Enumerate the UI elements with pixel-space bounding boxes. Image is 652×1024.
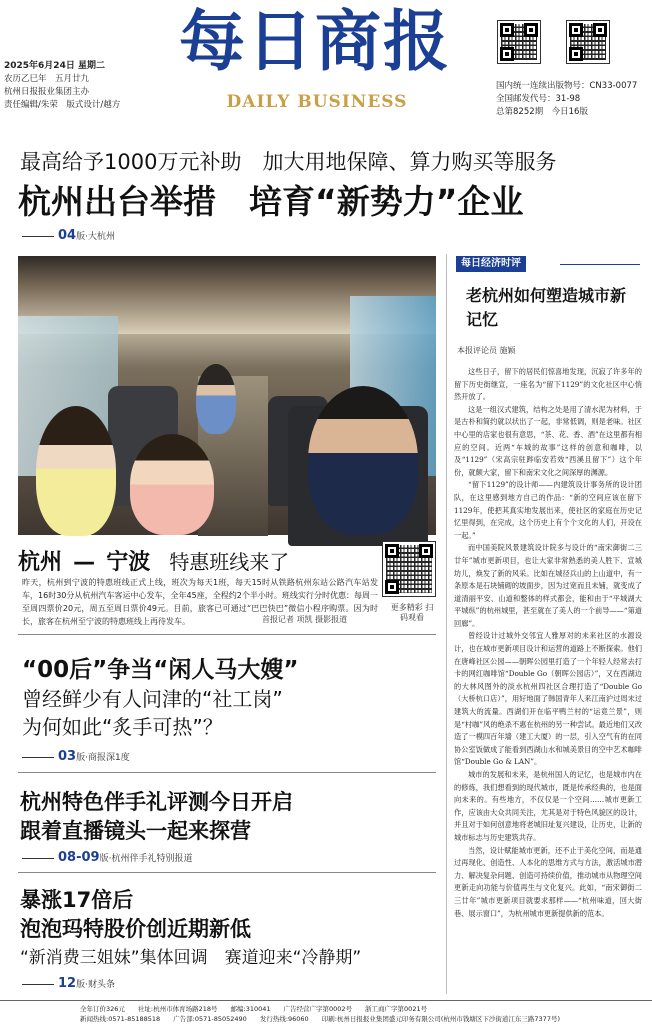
commentary-paragraph: 这是一组汉式建筑，结构之处是用了清水泥为材料，于是古朴和简约就以状出了一起，非常低调，则是老味。社区中心里的店家也很有意思，“茶、花、香、酒”在这里都有相应的空间。近两“车城的故事”这样的创意和咖啡，以及“1129”（宋高宗驻跸临安若效“西溪且留下”）这个年份，就颇大家，留下和南宋文化之间深厚的渊源。 <box>454 404 642 477</box>
route-dash: — <box>73 550 96 575</box>
page-ref-number: 12 <box>58 976 77 991</box>
issue-date: 2025年6月24日 星期二 <box>4 61 105 71</box>
commentary-paragraph: 当然，设计赋能城市更新，还不止于美化空间，而是通过再现化、创造性、人本化的思维方式与方法，激活城市潜力、解决复杂问题、创造可持续价值，推动城市从物理空间更新走向功能与价值再生与文化复兴。此如，“南宋御街二三廿年”城市更新项目就要求那样——“杭州味道，回大街巷、展示窗口”，为杭州城市更新提供新的范本。 <box>454 845 642 918</box>
headline-kicker: 最高给予1000万元补助 加大用地保障、算力购买等服务 <box>20 150 557 174</box>
page-ref-text: 版·杭州伴手礼特别报道 <box>99 854 193 864</box>
commentary-paragraph: 城市的发展和未来，是杭州国人的记忆，也是城市内在的修炼，我们想看到的现代城市，既是传承经典的，也是面向未来的。有些地方，不仅仅是一个空间……城市更新工作，应该由大众共同关注，尤其是对于特色风貌区的设计，并且对于如何创意地将老城旧址复兴建设，让历史，让新的城市标志与历史建筑共存。 <box>454 770 642 842</box>
story2-page-ref[interactable] <box>22 749 130 764</box>
route-origin: 杭州 <box>18 550 63 575</box>
page-ref-text: 版·大杭州 <box>76 232 115 242</box>
footer-row-2: 新闻热线:0571-85188518 广告部:0571-85052490 发行热线:96060 印刷:杭州日报报业集团盛元印务有限公司(杭州市钱塘区下沙街道江东三路7377号) <box>80 1015 560 1023</box>
story2-subtitle-1: 曾经鲜少有人问津的“社工岗” <box>22 687 283 711</box>
passenger-man <box>308 386 418 535</box>
page-ref-number: 08-09 <box>58 850 100 865</box>
commentary-paragraph: 这些日子，留下的居民们惊喜地发现，沉寂了许多年的留下历史街继宣，一座名为“留下1129”的文化社区中心悄然开放了。 <box>454 367 642 402</box>
route-story-body: 昨天，杭州到宁波的特惠班线正式上线，班次为每天1班，每天15时从铁路杭州东站公路汽车站发车，16时30分从杭州汽车客运中心发车，全年45座，全程约2个半小时。班线实行分时优惠：每周一至周四票价20元，周五至周日票价49元。目前，旅客已可通过“巴巴快巴”微信小程序购票。因为时长，旅客在杭州至宁波的特惠班线上再待发车。 <box>22 578 378 626</box>
passenger-woman <box>36 406 116 536</box>
story4-title-2[interactable]: 泡泡玛特股价创近期新低 <box>20 917 251 941</box>
issue-number: 总第8252期 今日16版 <box>496 107 588 117</box>
qr-label: 更多精彩 扫码观看 <box>390 603 434 622</box>
column-divider <box>446 254 447 994</box>
story4-title-1[interactable]: 暴涨17倍后 <box>20 888 134 912</box>
issn: 国内统一连续出版物号：CN33-0077 <box>496 81 638 91</box>
headline-page-ref[interactable] <box>22 228 115 243</box>
passenger-back <box>196 364 236 434</box>
commentary-author: 本报评论员 施颖 <box>457 346 516 355</box>
route-story-credit: 首报记者 项凯 摄影报道 <box>262 615 348 624</box>
bus-interior-photo[interactable] <box>18 256 436 535</box>
divider <box>18 872 436 873</box>
route-destination: 宁波 <box>106 550 151 575</box>
sponsor: 杭州日报报业集团主办 <box>4 87 90 97</box>
footer-row-1: 全年订价326元 社址:杭州市体育场路218号 邮编:310041 广告经营广字第0002号 浙工商广字第0021号 <box>80 1005 428 1013</box>
commentary-tag-line <box>560 264 640 265</box>
route-subtitle: 特惠班线来了 <box>169 550 290 574</box>
page-ref-number: 03 <box>58 749 77 764</box>
story4-subtitle: “新消费三姐妹”集体回调 赛道迎来“冷静期” <box>20 948 362 968</box>
newspaper-logo-english: DAILY BUSINESS <box>226 92 408 112</box>
qr-code-icon[interactable] <box>382 541 436 597</box>
newspaper-logo[interactable]: 每日商报 <box>179 2 451 80</box>
passenger-girl <box>130 434 214 535</box>
postal-code: 全国邮发代号：31-98 <box>496 94 581 104</box>
story3-page-ref[interactable] <box>22 850 192 865</box>
page-ref-text: 版·商报深1度 <box>76 753 130 763</box>
qr-code-icon[interactable] <box>566 20 610 64</box>
route-story-title[interactable] <box>18 545 378 576</box>
commentary-paragraph: 而中国美院风景建筑设计院多与设计的“南宋御街二三廿年”城市更新项目，也让大家非常熟悉的美人胜下、宣城坊儿，焕发了新的风采。比如在城径兵山的上山道中，有一条原本是石块铺砌的坡面步，因为过宽而且未铺，就变成了道清丽平安、山道和整体的样式都会，能和由于“平城湖大平城纵”的杭州城里，甚至就在了美人的一个前导——“第道回廊”。 <box>454 543 642 628</box>
editors: 责任编辑/朱荣 版式设计/越方 <box>4 100 121 110</box>
page-ref-number: 04 <box>58 228 77 243</box>
commentary-tag: 每日经济时评 <box>456 256 526 272</box>
divider <box>18 634 436 635</box>
story2-title[interactable]: “00后”争当“闲人马大嫂” <box>22 657 299 683</box>
page-ref-text: 版·财头条 <box>76 980 115 990</box>
commentary-paragraph: 曾经设计过城外交邻宜人雅厚对的未来社区的水源设计，也在城市更新项目设计和运营的道路上不断探索。他们在唐峰社区公园——朝晖公园里打造了一个年轻人经常去打卡的网红咖啡馆“Double Go（朝晖公园店）”，又在西湖边的大林风图外的淡水杭州四社区合理打造了“Double Go（大桥杭口店）”，用好地面了韩国青年人来江南沪过周末过建筑大的流量。西湖们开在临平鸭兰村的“运竟兰景”，则是“村咖”风的绝杀不惠在杭州的另一种尝试。最近地们又改造了一模四百年墙（建工大厦）的一层，引入空气有的在同协公室饭做成了能看到西湖山水和城美景目的空中艺术咖啡馆“Double Go & LAN”。 <box>454 631 642 767</box>
story3-title-2[interactable]: 跟着直播镜头一起来探营 <box>20 819 251 843</box>
story3-title-1[interactable]: 杭州特色伴手礼评测今日开启 <box>20 790 293 814</box>
masthead-info-left <box>4 60 154 112</box>
story2-subtitle-2: 为何如此“炙手可热”？ <box>22 715 223 739</box>
footer <box>0 1000 652 1024</box>
story4-page-ref[interactable] <box>22 976 115 991</box>
masthead-info-right <box>496 80 652 119</box>
qr-code-icon[interactable] <box>497 20 541 64</box>
divider <box>18 772 436 773</box>
commentary-body <box>454 366 642 1000</box>
commentary-title[interactable]: 老杭州如何塑造城市新记忆 <box>466 286 627 329</box>
masthead <box>0 0 652 140</box>
headline[interactable]: 杭州出台举措 培育“新势力”企业 <box>18 182 524 221</box>
lunar-date: 农历乙巳年 五月廿九 <box>4 74 90 84</box>
commentary-paragraph: “留下1129”的设计师——内建筑设计事务所的设计团队，在这里感到地方自己的作品：“新的空间应该在留下1129年，使把其真实地发展出来，使社区的家庭在历史记忆里得到，在完成，这个历史上有个个文化的人们，开设在一起。” <box>454 480 642 540</box>
